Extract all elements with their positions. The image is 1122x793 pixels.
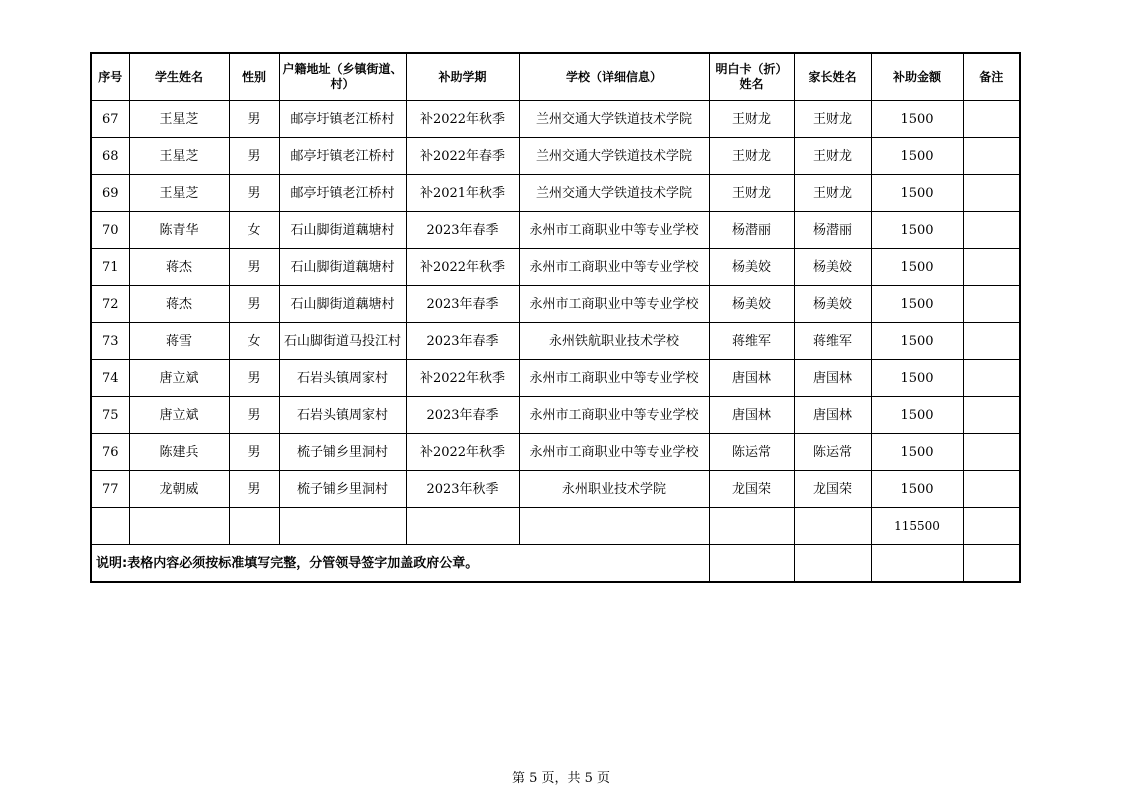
cell-parent-name: 唐国林 (794, 397, 871, 434)
table-row (91, 101, 1020, 138)
cell-seq: 72 (91, 286, 129, 323)
page-number: 第 5 页，共 5 页 (511, 771, 611, 786)
cell-gender: 男 (229, 249, 279, 286)
cell-seq: 77 (91, 471, 129, 508)
table-row (91, 286, 1020, 323)
table-row (91, 175, 1020, 212)
cell-card-name: 唐国林 (709, 360, 794, 397)
cell-amount: 1500 (871, 323, 963, 360)
cell-student-name: 王星芝 (129, 101, 229, 138)
cell-gender: 男 (229, 397, 279, 434)
subsidy-table-container (90, 52, 1019, 583)
cell-term: 补2021年秋季 (406, 175, 519, 212)
cell-gender: 男 (229, 175, 279, 212)
cell-seq: 73 (91, 323, 129, 360)
cell-card-name: 杨潜丽 (709, 212, 794, 249)
cell-parent-name: 王财龙 (794, 175, 871, 212)
cell-remark (963, 101, 1020, 138)
cell-school: 兰州交通大学铁道技术学院 (519, 101, 709, 138)
cell-parent-name: 杨美姣 (794, 249, 871, 286)
header-term: 补助学期 (406, 53, 519, 101)
cell-seq: 68 (91, 138, 129, 175)
table-row (91, 434, 1020, 471)
cell-amount: 1500 (871, 397, 963, 434)
cell-student-name: 唐立斌 (129, 360, 229, 397)
cell-gender: 女 (229, 323, 279, 360)
cell-card-name: 陈运常 (709, 434, 794, 471)
cell-address: 石山脚街道藕塘村 (279, 286, 406, 323)
cell-card-name: 王财龙 (709, 138, 794, 175)
cell-amount: 1500 (871, 101, 963, 138)
cell-school: 永州市工商职业中等专业学校 (519, 249, 709, 286)
total-row (91, 508, 1020, 545)
table-row (91, 471, 1020, 508)
table-row (91, 249, 1020, 286)
table-row (91, 360, 1020, 397)
cell-parent-name: 蒋维军 (794, 323, 871, 360)
cell-term: 补2022年秋季 (406, 360, 519, 397)
cell-term: 补2022年秋季 (406, 249, 519, 286)
cell-school: 永州铁航职业技术学校 (519, 323, 709, 360)
subsidy-table (90, 52, 1021, 583)
cell-address: 梳子铺乡里洞村 (279, 434, 406, 471)
table-row (91, 323, 1020, 360)
header-row (91, 53, 1020, 101)
cell-card-name: 龙国荣 (709, 471, 794, 508)
cell-student-name: 蒋杰 (129, 286, 229, 323)
cell-term: 补2022年秋季 (406, 434, 519, 471)
cell-amount: 1500 (871, 471, 963, 508)
cell-card-name: 唐国林 (709, 397, 794, 434)
cell-card-name: 王财龙 (709, 175, 794, 212)
cell-amount: 1500 (871, 249, 963, 286)
cell-term: 2023年春季 (406, 286, 519, 323)
cell-student-name: 蒋杰 (129, 249, 229, 286)
header-amount: 补助金额 (871, 53, 963, 101)
note-row (91, 545, 1020, 583)
cell-parent-name: 王财龙 (794, 101, 871, 138)
cell-address: 石岩头镇周家村 (279, 397, 406, 434)
cell-gender: 男 (229, 101, 279, 138)
cell-student-name: 蒋雪 (129, 323, 229, 360)
cell-amount: 1500 (871, 212, 963, 249)
cell-remark (963, 397, 1020, 434)
cell-remark (963, 323, 1020, 360)
cell-student-name: 唐立斌 (129, 397, 229, 434)
cell-parent-name: 王财龙 (794, 138, 871, 175)
cell-gender: 男 (229, 471, 279, 508)
cell-parent-name: 唐国林 (794, 360, 871, 397)
cell-school: 永州市工商职业中等专业学校 (519, 360, 709, 397)
cell-remark (963, 434, 1020, 471)
header-seq: 序号 (91, 53, 129, 101)
cell-remark (963, 360, 1020, 397)
table-row (91, 138, 1020, 175)
cell-address: 邮亭圩镇老江桥村 (279, 175, 406, 212)
cell-card-name: 杨美姣 (709, 249, 794, 286)
cell-address: 梳子铺乡里洞村 (279, 471, 406, 508)
header-address: 户籍地址（乡镇街道、村） (279, 53, 406, 101)
cell-term: 补2022年春季 (406, 138, 519, 175)
cell-school: 兰州交通大学铁道技术学院 (519, 138, 709, 175)
cell-amount: 1500 (871, 434, 963, 471)
table-note: 说明:表格内容必须按标准填写完整，分管领导签字加盖政府公章。 (91, 545, 709, 583)
cell-gender: 男 (229, 138, 279, 175)
cell-address: 石山脚街道马投江村 (279, 323, 406, 360)
total-amount: 115500 (871, 508, 963, 545)
cell-student-name: 陈青华 (129, 212, 229, 249)
header-gender: 性别 (229, 53, 279, 101)
cell-remark (963, 471, 1020, 508)
cell-school: 永州市工商职业中等专业学校 (519, 286, 709, 323)
cell-student-name: 王星芝 (129, 175, 229, 212)
cell-term: 补2022年秋季 (406, 101, 519, 138)
cell-term: 2023年春季 (406, 397, 519, 434)
cell-card-name: 蒋维军 (709, 323, 794, 360)
cell-amount: 1500 (871, 175, 963, 212)
cell-school: 永州职业技术学院 (519, 471, 709, 508)
cell-seq: 74 (91, 360, 129, 397)
cell-student-name: 龙朝威 (129, 471, 229, 508)
cell-parent-name: 杨潜丽 (794, 212, 871, 249)
cell-address: 石山脚街道藕塘村 (279, 212, 406, 249)
cell-seq: 70 (91, 212, 129, 249)
cell-remark (963, 138, 1020, 175)
cell-seq: 67 (91, 101, 129, 138)
cell-term: 2023年春季 (406, 212, 519, 249)
cell-address: 邮亭圩镇老江桥村 (279, 101, 406, 138)
cell-school: 永州市工商职业中等专业学校 (519, 212, 709, 249)
cell-gender: 女 (229, 212, 279, 249)
cell-student-name: 陈建兵 (129, 434, 229, 471)
cell-remark (963, 175, 1020, 212)
cell-amount: 1500 (871, 138, 963, 175)
header-student-name: 学生姓名 (129, 53, 229, 101)
cell-parent-name: 杨美姣 (794, 286, 871, 323)
cell-parent-name: 陈运常 (794, 434, 871, 471)
cell-seq: 69 (91, 175, 129, 212)
cell-card-name: 杨美姣 (709, 286, 794, 323)
cell-student-name: 王星芝 (129, 138, 229, 175)
cell-term: 2023年春季 (406, 323, 519, 360)
cell-gender: 男 (229, 360, 279, 397)
cell-amount: 1500 (871, 286, 963, 323)
cell-gender: 男 (229, 434, 279, 471)
cell-gender: 男 (229, 286, 279, 323)
cell-remark (963, 249, 1020, 286)
header-parent-name: 家长姓名 (794, 53, 871, 101)
cell-parent-name: 龙国荣 (794, 471, 871, 508)
cell-seq: 71 (91, 249, 129, 286)
cell-school: 兰州交通大学铁道技术学院 (519, 175, 709, 212)
header-card-name: 明白卡（折）姓名 (709, 53, 794, 101)
table-row (91, 397, 1020, 434)
cell-term: 2023年秋季 (406, 471, 519, 508)
cell-remark (963, 286, 1020, 323)
header-school: 学校（详细信息） (519, 53, 709, 101)
cell-address: 邮亭圩镇老江桥村 (279, 138, 406, 175)
header-remark: 备注 (963, 53, 1020, 101)
cell-seq: 75 (91, 397, 129, 434)
cell-address: 石岩头镇周家村 (279, 360, 406, 397)
cell-address: 石山脚街道藕塘村 (279, 249, 406, 286)
cell-amount: 1500 (871, 360, 963, 397)
cell-school: 永州市工商职业中等专业学校 (519, 434, 709, 471)
cell-seq: 76 (91, 434, 129, 471)
cell-school: 永州市工商职业中等专业学校 (519, 397, 709, 434)
cell-card-name: 王财龙 (709, 101, 794, 138)
table-row (91, 212, 1020, 249)
cell-remark (963, 212, 1020, 249)
